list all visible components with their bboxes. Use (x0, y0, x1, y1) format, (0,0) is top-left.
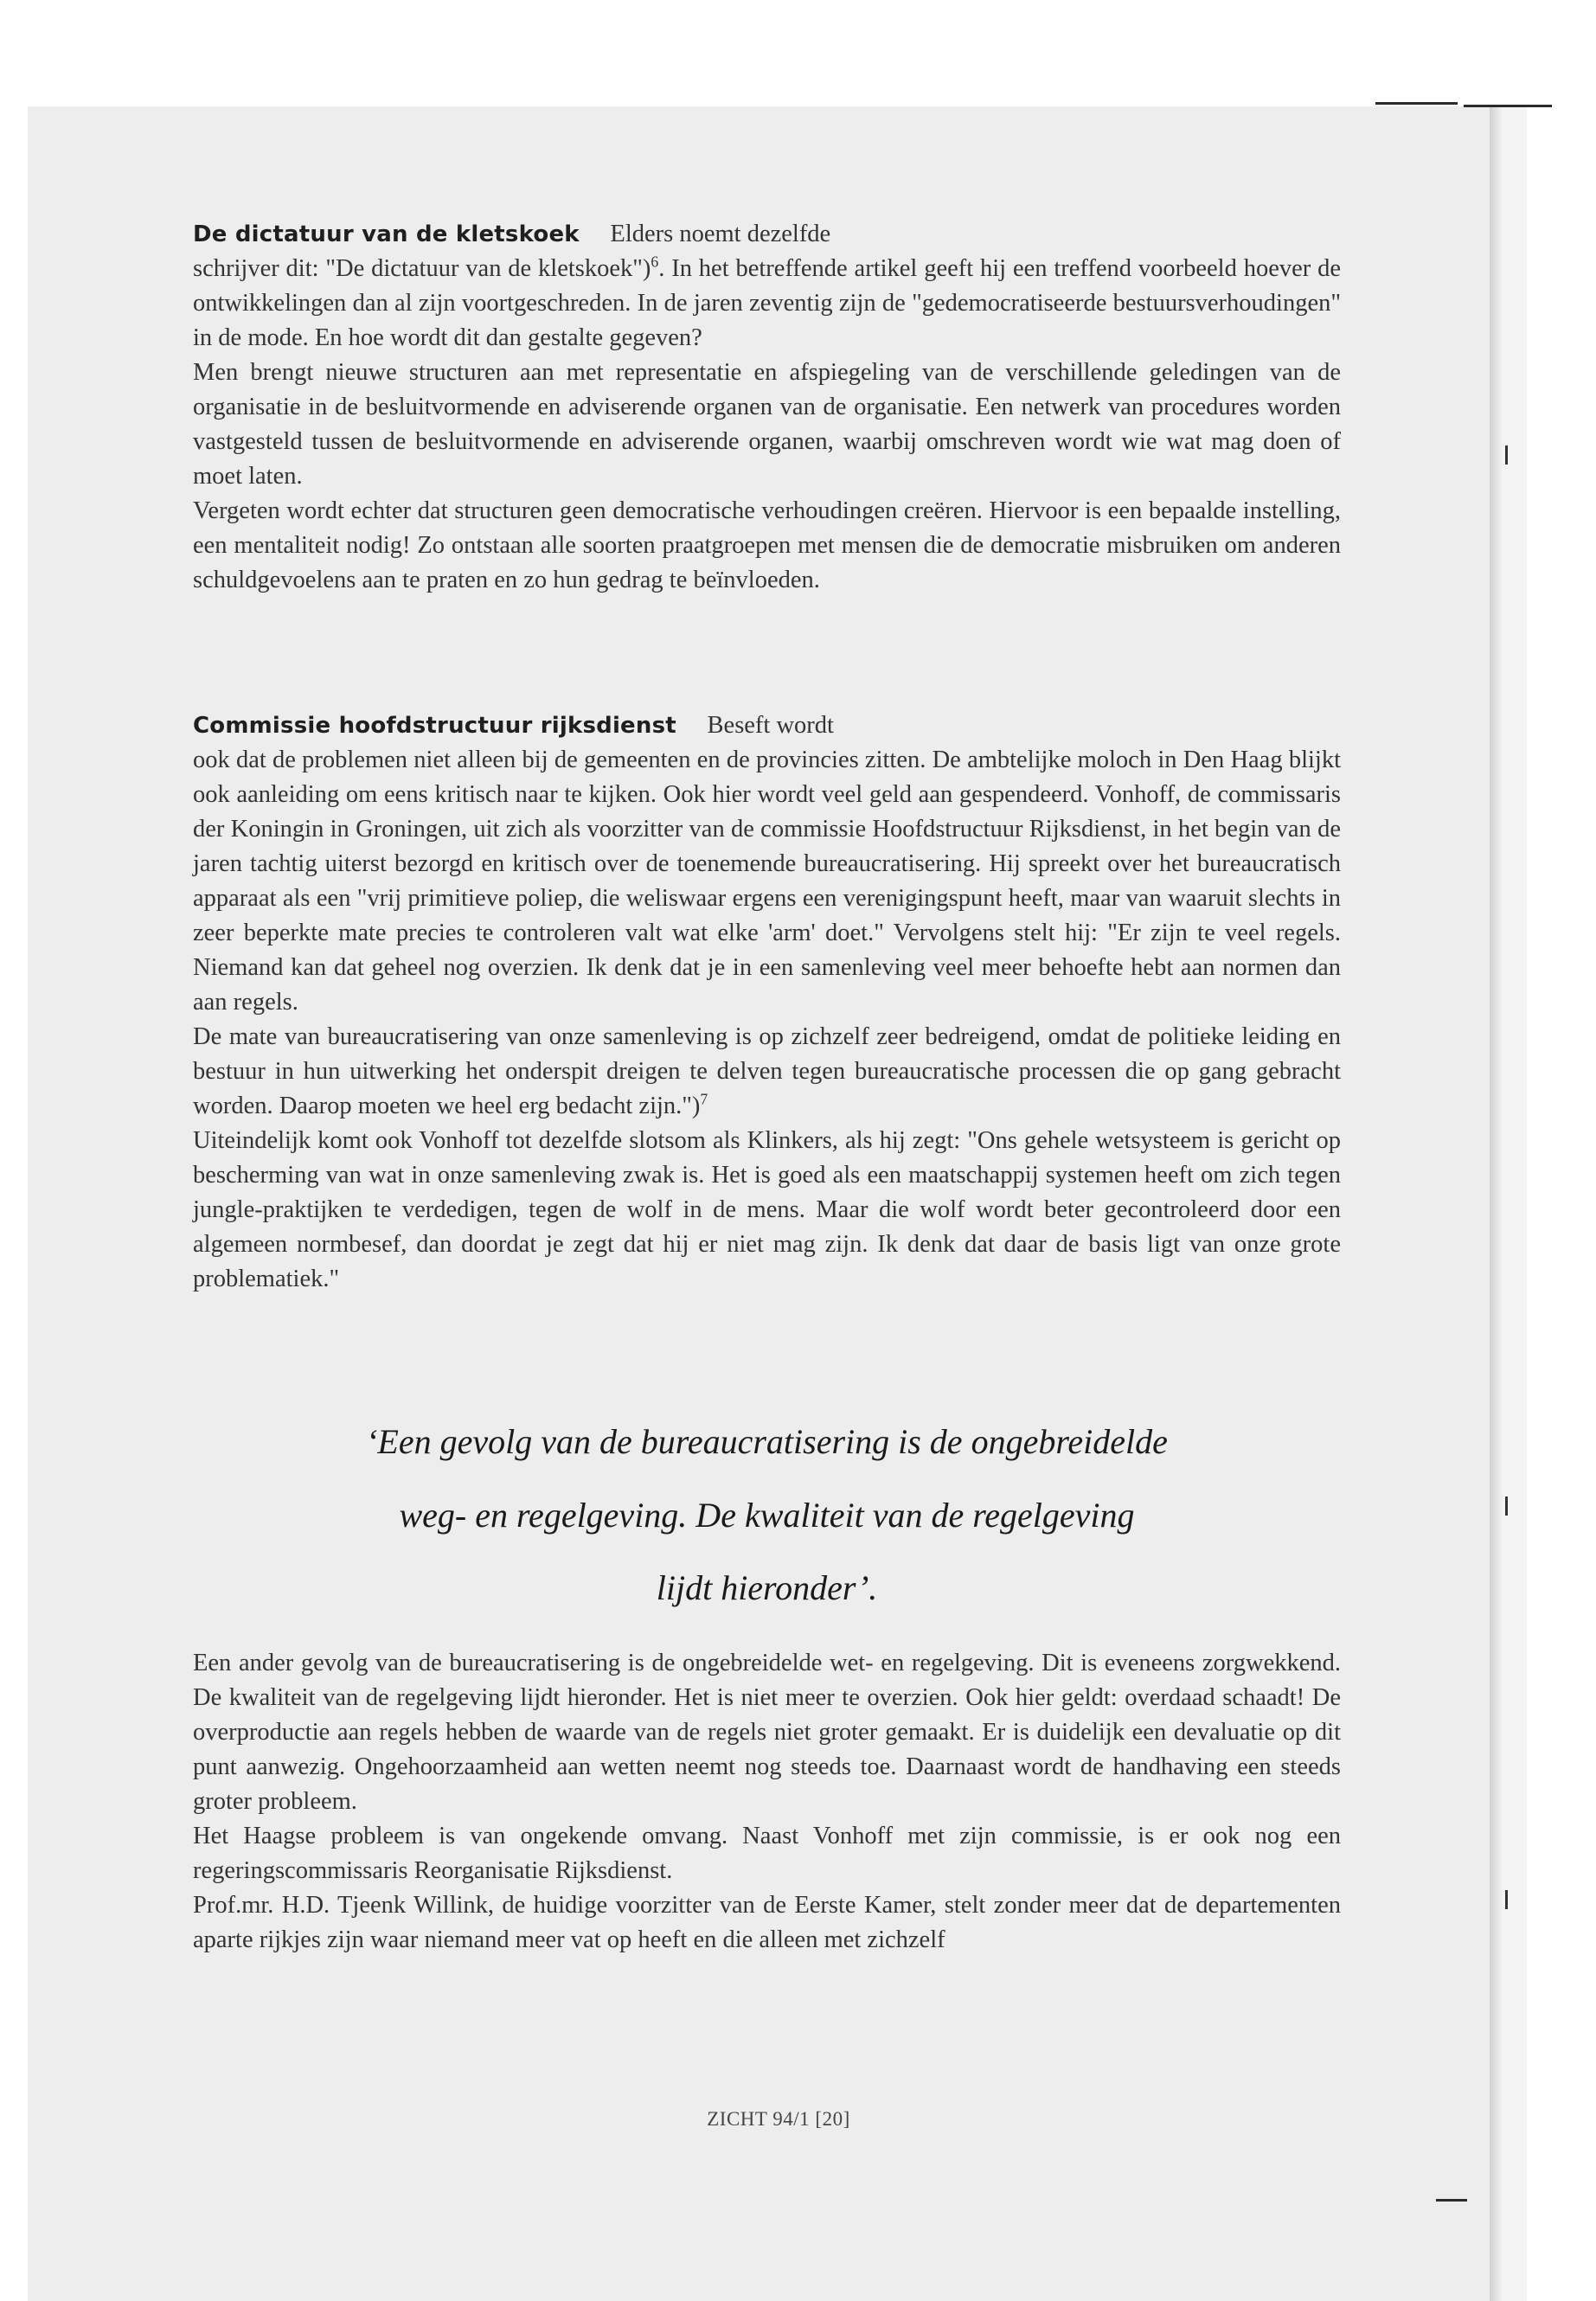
edge-mark-left (1375, 102, 1458, 105)
pull-quote-line: ‘Een gevolg van de bureaucratisering is de ongebreidelde (366, 1422, 1168, 1461)
page-edge-strip (1503, 106, 1527, 2301)
page-footer: ZICHT 94/1 [20] (707, 2108, 850, 2130)
paragraph: Het Haagse probleem is van ongekende omvang. Naast Vonhoff met zijn commissie, is er ook nog een regeringscommissaris Reorganisatie Rijksdienst. (193, 1823, 1341, 1884)
footnote-marker: 6 (651, 253, 659, 271)
paragraph: Vergeten wordt echter dat structuren geen democratische verhoudingen creëren. Hiervoor is een bepaalde instelling, een mentaliteit nodig! Zo ontstaan alle soorten praatgroepen met mensen die de democratie misbruiken om anderen schuldgevoelens aan te praten en zo hun gedrag te beïnvloeden. (193, 497, 1341, 593)
section-heading: Commissie hoofdstructuur rijksdienst (193, 713, 676, 739)
footnote-marker: 7 (700, 1090, 708, 1108)
section-dictatuur (193, 217, 1341, 598)
edge-mark-bottom (1436, 2199, 1467, 2202)
section-gevolg (193, 1646, 1341, 1958)
paragraph-text: . In het betreffende artikel geeft hij een treffend voorbeeld hoever de ontwikkelingen dan al zijn voortgeschreden. In de jaren zeventig zijn de "gedemocratiseerde bestuursverhoudingen" in de mode. En hoe wordt dit dan gestalte gegeven? (193, 255, 1341, 351)
paragraph-text: schrijver dit: "De dictatuur van de kletskoek") (193, 255, 651, 282)
lead-text: Elders noemt dezelfde (610, 221, 831, 247)
paragraph: Men brengt nieuwe structuren aan met representatie en afspiegeling van de verschillende geledingen van de organisatie in de besluitvormende en adviserende organen van de organisatie. Een netwerk van procedures worden vastgesteld tussen de besluitvormende en adviserende organen, waarbij omschreven wordt wie wat mag doen of moet laten. (193, 359, 1341, 490)
pull-quote-line: lijdt hieronder’. (656, 1568, 878, 1607)
edge-mark-right (1464, 105, 1552, 107)
paragraph: Uiteindelijk komt ook Vonhoff tot dezelfde slotsom als Klinkers, als hij zegt: "Ons gehele wetsysteem is gericht op bescherming van wat in onze samenleving zwak is. Het is goed als een maatschappij systemen heeft om zich tegen jungle-praktijken te verdedigen, tegen de wolf in de mens. Maar die wolf wordt beter gecontroleerd door een algemeen normbesef, dan doordat je zegt dat hij er niet mag zijn. Ik denk dat daar de basis ligt van onze grote problematiek." (193, 1127, 1341, 1292)
edge-tick (1505, 1497, 1508, 1516)
section-commissie (193, 708, 1341, 1297)
paragraph: Prof.mr. H.D. Tjeenk Willink, de huidige voorzitter van de Eerste Kamer, stelt zonder meer dat de departementen aparte rijkjes zijn waar niemand meer vat op heeft en die alleen met zichzelf (193, 1892, 1341, 1953)
edge-tick (1505, 1890, 1508, 1909)
section-lead-line (193, 708, 1341, 743)
edge-tick (1505, 445, 1508, 465)
section-lead-line (193, 217, 1341, 252)
paragraph (193, 1020, 1341, 1124)
section-heading: De dictatuur van de kletskoek (193, 221, 580, 247)
lead-text: Beseft wordt (707, 712, 834, 739)
page-spine-shadow (1490, 106, 1503, 2301)
paragraph: ook dat de problemen niet alleen bij de gemeenten en de provincies zitten. De ambtelijke moloch in Den Haag blijkt ook aanleiding om eens kritisch naar te kijken. Ook hier wordt veel geld aan gespendeerd. Vonhoff, de commissaris der Koningin in Groningen, uit zich als voorzitter van de commissie Hoofdstructuur Rijksdienst, in het begin van de jaren tachtig uiterst bezorgd en kritisch over de toenemende bureaucratisering. Hij spreekt over het bureaucratisch apparaat als een "vrij primitieve poliep, die weliswaar ergens een verenigingspunt heeft, maar van waaruit slechts in zeer beperkte mate precies te controleren valt wat elke 'arm' doet." Vervolgens stelt hij: "Er zijn te veel regels. Niemand kan dat geheel nog overzien. Ik denk dat je in een samenleving veel meer behoefte hebt aan normen dan aan regels. (193, 747, 1341, 1016)
paragraph (193, 252, 1341, 356)
pull-quote-line: weg- en regelgeving. De kwaliteit van de regelgeving (399, 1496, 1135, 1535)
paragraph-text: De mate van bureaucratisering van onze samenleving is op zichzelf zeer bedreigend, omdat de politieke leiding en bestuur in hun uitwerking het onderspit dreigen te delven tegen bureaucratische processen die op gang gebracht worden. Daarop moeten we heel erg bedacht zijn.") (193, 1023, 1341, 1119)
paragraph: Een ander gevolg van de bureaucratisering is de ongebreidelde wet- en regelgeving. Dit is eveneens zorgwekkend. De kwaliteit van de regelgeving lijdt hieronder. Het is niet meer te overzien. Ook hier geldt: overdaad schaadt! De overproductie aan regels hebben de waarde van de regels niet groter gemaakt. Er is duidelijk een devaluatie op dit punt aanwezig. Ongehoorzaamheid aan wetten neemt nog steeds toe. Daarnaast wordt de handhaving een steeds groter probleem. (193, 1650, 1341, 1815)
